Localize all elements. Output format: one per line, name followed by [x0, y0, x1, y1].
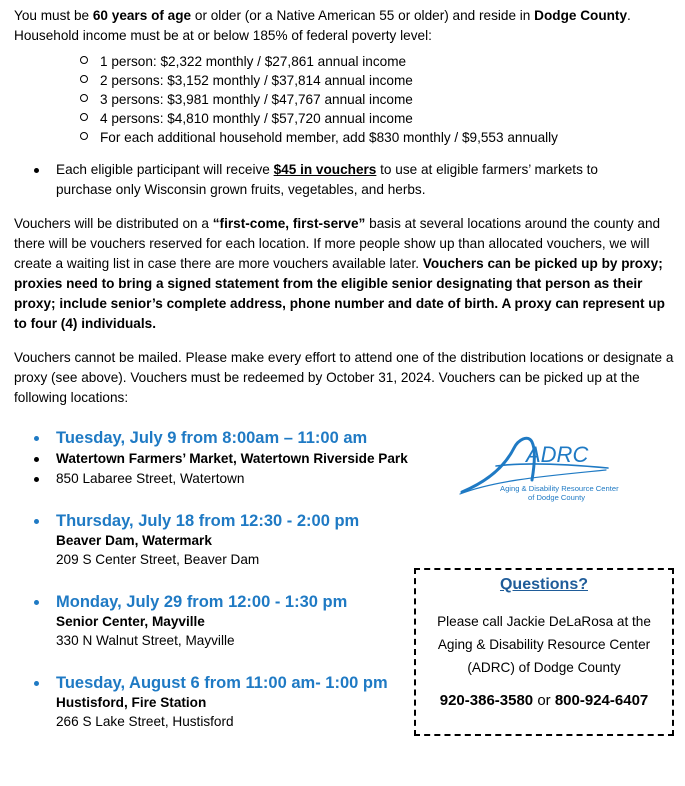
intro-period: .: [627, 8, 631, 23]
bullet-icon: [34, 681, 39, 686]
adrc-logo-tagline: Aging & Disability Resource Center: [500, 484, 619, 493]
location-date: [34, 427, 367, 449]
location-date-text: Tuesday, August 6 from 11:00 am- 1:00 pm: [56, 674, 388, 692]
income-level-item: [80, 109, 413, 129]
location-address: [34, 469, 244, 489]
circle-bullet-icon: [80, 94, 88, 102]
proxy-rules: Vouchers can be picked up by proxy; proxies need to bring a signed statement from the eligible senior designating that person as their proxy; include senior’s complete address, phone number and date of birth. A proxy can represent up to four (4) individuals.: [14, 256, 665, 331]
location-place: Senior Center, Mayville: [56, 614, 205, 629]
county-name: Dodge County: [534, 8, 628, 23]
bullet-icon: [34, 457, 39, 462]
bullet-icon: [34, 519, 39, 524]
questions-phone: [416, 692, 672, 709]
questions-line-2: Aging & Disability Resource Center: [437, 637, 651, 652]
eligibility-intro: [14, 6, 674, 46]
bullet-icon: [34, 436, 39, 441]
bullet-icon: [34, 477, 39, 482]
circle-bullet-icon: [80, 75, 88, 83]
first-come-first-serve: “first-come, first-serve”: [212, 216, 366, 231]
intro-text-2: or older (or a Native American 55 or older) and reside in: [191, 8, 535, 23]
income-level-text: 4 persons: $4,810 monthly / $57,720 annual income: [100, 111, 413, 126]
location-date: [34, 672, 388, 694]
location-address-text: 850 Labaree Street, Watertown: [56, 471, 245, 486]
phone-number-2[interactable]: 800-924-6407: [554, 692, 649, 709]
location-date: [34, 591, 347, 613]
location-date: [34, 510, 359, 532]
location-place: Beaver Dam, Watermark: [56, 533, 212, 548]
voucher-amount-bullet: [34, 160, 654, 200]
location-place-text: Watertown Farmers’ Market, Watertown Riverside Park: [56, 451, 408, 466]
circle-bullet-icon: [80, 132, 88, 140]
location-date-text: Monday, July 29 from 12:00 - 1:30 pm: [56, 593, 348, 611]
income-level-text: 3 persons: $3,981 monthly / $47,767 annual income: [100, 92, 413, 107]
location-date-text: Thursday, July 18 from 12:30 - 2:00 pm: [56, 512, 360, 530]
income-level-text: 1 person: $2,322 monthly / $27,861 annual income: [100, 54, 407, 69]
income-level-item: [80, 128, 558, 148]
adrc-logo-name: ADRC: [526, 442, 589, 467]
voucher-amount: $45 in vouchers: [273, 162, 377, 177]
location-date-text: Tuesday, July 9 from 8:00am – 11:00 am: [56, 429, 368, 447]
mailing-paragraph: Vouchers cannot be mailed. Please make every effort to attend one of the distribution locations or designate a proxy (see above). Vouchers must be redeemed by October 31, 2024. Vouchers can be picked up at the following locations:: [14, 350, 674, 405]
location-address: 330 N Walnut Street, Mayville: [56, 633, 235, 648]
income-requirement: Household income must be at or below 185% of federal poverty level:: [14, 28, 432, 43]
questions-line-1: Please call Jackie DeLaRosa at the: [437, 614, 651, 629]
income-level-item: [80, 90, 413, 110]
questions-line-3: (ADRC) of Dodge County: [467, 660, 621, 675]
intro-text: You must be: [14, 8, 93, 23]
income-level-text: 2 persons: $3,152 monthly / $37,814 annual income: [100, 73, 413, 88]
location-place: [34, 449, 408, 469]
voucher-text-2: to use at eligible farmers’ markets to: [376, 162, 598, 177]
adrc-logo-tagline-2: of Dodge County: [528, 493, 585, 502]
adrc-logo: [456, 428, 626, 506]
income-level-item: [80, 52, 406, 72]
location-address: 266 S Lake Street, Hustisford: [56, 714, 234, 729]
location-place: Hustisford, Fire Station: [56, 695, 207, 710]
phone-or: or: [533, 692, 555, 709]
questions-box: [414, 568, 674, 736]
income-level-item: [80, 71, 413, 91]
questions-title: Questions?: [499, 576, 588, 593]
voucher-text-1: Each eligible participant will receive: [56, 162, 274, 177]
age-requirement: 60 years of age: [92, 8, 192, 23]
voucher-text-3: purchase only Wisconsin grown fruits, vegetables, and herbs.: [56, 182, 426, 197]
location-address: 209 S Center Street, Beaver Dam: [56, 552, 260, 567]
distribution-text-c: basis at several locations around the county and there will be vouchers reserved for each location. If more people show up than allocated vouchers, we will create a waiting list in case there are more vouchers available later.: [14, 216, 661, 271]
circle-bullet-icon: [80, 113, 88, 121]
distribution-text-a: Vouchers will be distributed on a: [14, 216, 213, 231]
questions-contact-text: [416, 610, 672, 679]
circle-bullet-icon: [80, 56, 88, 64]
voucher-amount-text: [56, 160, 654, 200]
phone-number-1[interactable]: 920-386-3580: [439, 692, 534, 709]
income-level-text: For each additional household member, add $830 monthly / $9,553 annually: [100, 130, 558, 145]
distribution-paragraph: [14, 214, 674, 334]
bullet-icon: [34, 600, 39, 605]
bullet-icon: [34, 168, 39, 173]
